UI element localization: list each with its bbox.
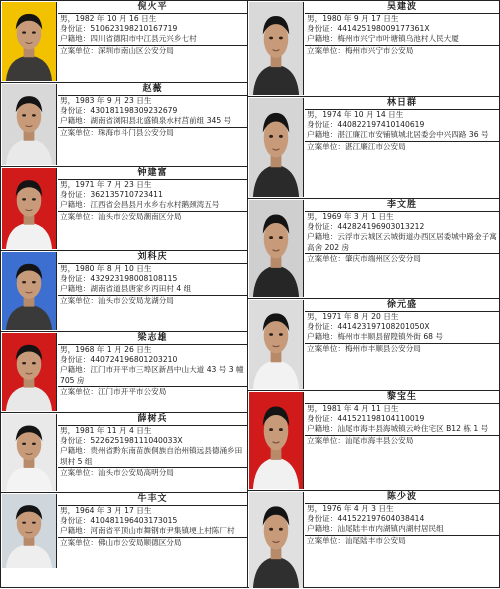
birth-suffix: 生 (390, 14, 399, 23)
case-unit: 肇庆市端州区公安分局 (344, 253, 421, 263)
case-unit: 汕尾市海丰县公安局 (344, 435, 414, 445)
gender-label: 男， (60, 180, 76, 189)
hukou-line (305, 424, 499, 434)
unit-label: 立案单位： (307, 343, 345, 353)
birth-date: 1976 年 4 月 3 日 (322, 504, 387, 513)
unit-line (58, 295, 247, 306)
hukou-line (305, 34, 499, 44)
gender-label: 男， (307, 110, 323, 119)
person-entry (1, 83, 247, 167)
case-unit: 佛山市公安局顺德区分局 (97, 537, 182, 547)
person-name: 林日群 (305, 97, 499, 110)
left-column (0, 0, 248, 588)
birth-date: 1964 年 3 月 17 日 (75, 506, 144, 515)
id-label: 身份证： (60, 516, 91, 526)
person-entry (1, 332, 247, 413)
person-photo (2, 333, 57, 411)
unit-label: 立案单位： (60, 127, 98, 137)
person-photo (2, 252, 57, 330)
birth-suffix: 生 (395, 110, 404, 119)
hukou-line (305, 232, 499, 252)
hukou-label: 户籍地： (60, 365, 91, 375)
gender-label: 男， (307, 212, 323, 221)
birth-line (58, 180, 247, 190)
birth-suffix: 生 (386, 504, 394, 513)
person-photo (249, 98, 304, 197)
person-photo (249, 300, 304, 389)
gender-label: 男， (307, 404, 323, 413)
birth-line (58, 345, 247, 355)
person-photo (2, 494, 57, 568)
case-unit: 汕尾陆丰市公安局 (344, 535, 406, 545)
id-line (58, 24, 247, 34)
hukou-line (305, 332, 499, 342)
person-entry (248, 97, 499, 199)
gender-label: 男， (60, 264, 76, 273)
id-line (305, 322, 499, 332)
id-line (58, 355, 247, 365)
birth-date: 1983 年 9 月 23 日 (75, 96, 144, 105)
id-number: 442824196903013212 (337, 222, 425, 232)
hukou-label: 户籍地： (60, 200, 91, 210)
hukou-label: 户籍地： (60, 284, 91, 294)
birth-line (305, 312, 499, 322)
birth-line (58, 264, 247, 274)
hukou-address: 湖南省浏阳县北盛镇泉水村莒前组 345 号 (90, 116, 232, 126)
id-number: 522625198111040033X (90, 436, 183, 446)
birth-date: 1982 年 10 月 16 日 (75, 14, 149, 23)
unit-label: 立案单位： (307, 535, 345, 545)
person-name: 牛丰文 (58, 493, 247, 506)
hukou-address: 汕尾陆丰市内湖镇内湖村居民组 (337, 524, 444, 534)
person-name: 钟建富 (58, 167, 247, 180)
id-line (58, 436, 247, 446)
id-line (58, 516, 247, 526)
person-name: 倪火平 (58, 1, 247, 14)
gender-label: 男， (60, 14, 76, 23)
birth-date: 1971 年 7 月 23 日 (75, 180, 144, 189)
id-number: 440724196801203210 (90, 355, 178, 365)
unit-line (305, 253, 499, 264)
hukou-label: 户籍地： (307, 424, 338, 434)
hukou-label: 户籍地： (60, 34, 91, 44)
case-unit: 珠海市斗门县公安分局 (97, 127, 174, 137)
gender-label: 男， (60, 506, 76, 515)
gender-label: 男， (60, 96, 76, 105)
person-info (305, 97, 499, 198)
birth-line (305, 110, 499, 120)
case-unit: 汕头市公安局潮南区分局 (97, 211, 182, 221)
unit-label: 立案单位： (307, 435, 345, 445)
unit-label: 立案单位： (60, 386, 98, 396)
person-name: 刘科庆 (58, 251, 247, 264)
birth-suffix: 生 (148, 14, 157, 23)
person-info (305, 391, 499, 490)
person-info (58, 413, 247, 492)
birth-date: 1968 年 1 月 26 日 (75, 345, 144, 354)
unit-label: 立案单位： (60, 211, 98, 221)
person-info (58, 493, 247, 569)
case-unit: 梅州市兴宁市公安局 (344, 45, 414, 55)
unit-line (305, 45, 499, 56)
person-info (58, 332, 247, 412)
birth-date: 1980 年 8 月 10 日 (75, 264, 144, 273)
person-entry (248, 199, 499, 299)
birth-suffix: 生 (390, 404, 399, 413)
hukou-line (58, 200, 247, 210)
unit-label: 立案单位： (60, 295, 98, 305)
hukou-line (305, 524, 499, 534)
id-line (305, 24, 499, 34)
birth-date: 1971 年 8 月 20 日 (322, 312, 391, 321)
birth-line (305, 504, 499, 514)
hukou-address: 云浮市云城区云城街道办西区居委城中路金子寓高舍 202 房 (307, 232, 497, 252)
id-number: 510623198210167719 (90, 24, 178, 34)
hukou-line (58, 365, 247, 385)
unit-line (58, 45, 247, 56)
case-unit: 湛江廉江市公安局 (344, 141, 406, 151)
birth-date: 1981 年 4 月 11 日 (322, 404, 391, 413)
person-name: 吴建波 (305, 1, 499, 14)
person-name: 李文胜 (305, 199, 499, 212)
birth-suffix: 生 (143, 180, 152, 189)
person-entry (1, 251, 247, 332)
person-entry (1, 167, 247, 251)
unit-line (58, 211, 247, 222)
hukou-address: 贵州省黔东南苗族侗族自治州镇远县德涌乡田坝村 5 组 (60, 446, 243, 466)
id-label: 身份证： (307, 322, 338, 332)
hukou-label: 户籍地： (307, 524, 338, 534)
hukou-label: 户籍地： (307, 232, 338, 242)
person-photo (249, 392, 304, 489)
person-entry (1, 1, 247, 83)
id-number: 440822197410140619 (337, 120, 425, 130)
person-info (305, 491, 499, 589)
birth-suffix: 生 (143, 345, 152, 354)
id-label: 身份证： (60, 436, 91, 446)
person-name: 梁志雄 (58, 332, 247, 345)
birth-line (58, 14, 247, 24)
birth-line (305, 14, 499, 24)
case-unit: 江门市开平市公安局 (97, 386, 167, 396)
unit-label: 立案单位： (307, 253, 345, 263)
birth-suffix: 生 (386, 212, 394, 221)
person-info (58, 251, 247, 331)
gender-label: 男， (307, 312, 323, 321)
id-number: 362135710723411 (90, 190, 163, 200)
hukou-address: 梅州市丰顺县留隍镇外街 68 号 (337, 332, 443, 342)
person-entry (1, 493, 247, 569)
person-name: 黎宝生 (305, 391, 499, 404)
hukou-label: 户籍地： (307, 130, 338, 140)
hukou-address: 江门市开平市三埠区新昌中山大道 43 号 3 幢 705 房 (60, 365, 244, 385)
unit-label: 立案单位： (60, 537, 98, 547)
hukou-label: 户籍地： (60, 526, 91, 536)
person-entry (248, 491, 499, 589)
hukou-label: 户籍地： (60, 116, 91, 126)
gender-label: 男， (307, 504, 323, 513)
person-photo (249, 2, 304, 95)
person-photo (2, 84, 57, 165)
person-info (305, 299, 499, 390)
birth-date: 1969 年 3 月 1 日 (322, 212, 387, 221)
person-entry (248, 1, 499, 97)
person-photo (2, 2, 57, 81)
unit-line (58, 386, 247, 397)
hukou-line (305, 130, 499, 140)
birth-line (305, 212, 499, 222)
person-name: 赵薇 (58, 83, 247, 96)
birth-suffix: 生 (143, 264, 152, 273)
unit-label: 立案单位： (60, 467, 98, 477)
unit-line (305, 343, 499, 354)
person-photo (2, 168, 57, 249)
id-line (305, 222, 499, 232)
id-label: 身份证： (60, 106, 91, 116)
person-info (305, 199, 499, 298)
id-line (305, 514, 499, 524)
id-number: 432923198008108115 (90, 274, 178, 284)
unit-line (305, 535, 499, 546)
id-line (305, 120, 499, 130)
birth-date: 1981 年 11 月 4 日 (75, 426, 144, 435)
id-number: 441425198009177361X (337, 24, 430, 34)
person-info (305, 1, 499, 96)
hukou-line (58, 284, 247, 294)
hukou-line (58, 116, 247, 126)
id-label: 身份证： (60, 355, 91, 365)
person-name: 陈少波 (305, 491, 499, 504)
person-photo (249, 200, 304, 297)
case-unit: 梅州市丰顺县公安分局 (344, 343, 421, 353)
hukou-address: 四川省德阳市中江县元兴乡七村 (90, 34, 197, 44)
id-label: 身份证： (307, 120, 338, 130)
unit-label: 立案单位： (307, 45, 345, 55)
birth-date: 1980 年 9 月 17 日 (322, 14, 391, 23)
case-unit: 深圳市南山区公安分局 (97, 45, 174, 55)
birth-date: 1974 年 10 月 14 日 (322, 110, 396, 119)
hukou-line (58, 446, 247, 466)
id-label: 身份证： (307, 414, 338, 424)
id-number: 441521198104110019 (337, 414, 425, 424)
unit-line (58, 537, 247, 548)
hukou-label: 户籍地： (307, 332, 338, 342)
person-name: 徐元盛 (305, 299, 499, 312)
unit-line (305, 141, 499, 152)
birth-line (305, 404, 499, 414)
unit-label: 立案单位： (307, 141, 345, 151)
hukou-address: 湖南省道县唐家乡丙田村 4 组 (90, 284, 192, 294)
gender-label: 男， (60, 426, 76, 435)
hukou-label: 户籍地： (307, 34, 338, 44)
gender-label: 男， (60, 345, 76, 354)
hukou-address: 河南省平顶山市舞钢市尹集镇埂上村陈厂村 (90, 526, 235, 536)
person-photo (2, 414, 57, 491)
case-unit: 汕头市公安局龙湖分局 (97, 295, 174, 305)
person-entry (248, 391, 499, 491)
person-info (58, 167, 247, 250)
id-label: 身份证： (60, 190, 91, 200)
hukou-address: 汕尾市海丰县海城镇云岭住宅区 B12 栋 1 号 (337, 424, 489, 434)
person-entry (248, 299, 499, 391)
person-name: 薛树兵 (58, 413, 247, 426)
birth-suffix: 生 (390, 312, 399, 321)
birth-line (58, 506, 247, 516)
id-label: 身份证： (307, 514, 338, 524)
unit-line (305, 435, 499, 446)
unit-line (58, 127, 247, 138)
id-number: 441423197108201050X (337, 322, 430, 332)
id-number: 430181198309232679 (90, 106, 178, 116)
birth-suffix: 生 (143, 426, 152, 435)
person-photo (249, 492, 304, 588)
hukou-label: 户籍地： (60, 446, 91, 456)
person-info (58, 1, 247, 82)
id-number: 410481196403173015 (90, 516, 178, 526)
person-info (58, 83, 247, 166)
right-column (248, 0, 500, 588)
id-label: 身份证： (60, 24, 91, 34)
id-line (58, 190, 247, 200)
unit-label: 立案单位： (60, 45, 98, 55)
hukou-address: 湛江廉江市安铺镇城北居委会中兴四路 36 号 (337, 130, 489, 140)
unit-line (58, 467, 247, 478)
id-label: 身份证： (307, 222, 338, 232)
id-number: 441522197604038414 (337, 514, 425, 524)
birth-suffix: 生 (143, 96, 152, 105)
hukou-line (58, 526, 247, 536)
id-line (58, 274, 247, 284)
case-unit: 汕头市公安局高明分局 (97, 467, 174, 477)
hukou-address: 梅州市兴宁市叶塘镇乌池村人民大厦 (337, 34, 459, 44)
birth-line (58, 96, 247, 106)
person-entry (1, 413, 247, 493)
birth-line (58, 426, 247, 436)
id-label: 身份证： (60, 274, 91, 284)
hukou-line (58, 34, 247, 44)
birth-suffix: 生 (143, 506, 152, 515)
hukou-address: 江西省会昌县月水乡右水村鹅颈湾五号 (90, 200, 220, 210)
id-label: 身份证： (307, 24, 338, 34)
id-line (305, 414, 499, 424)
gender-label: 男， (307, 14, 323, 23)
id-line (58, 106, 247, 116)
